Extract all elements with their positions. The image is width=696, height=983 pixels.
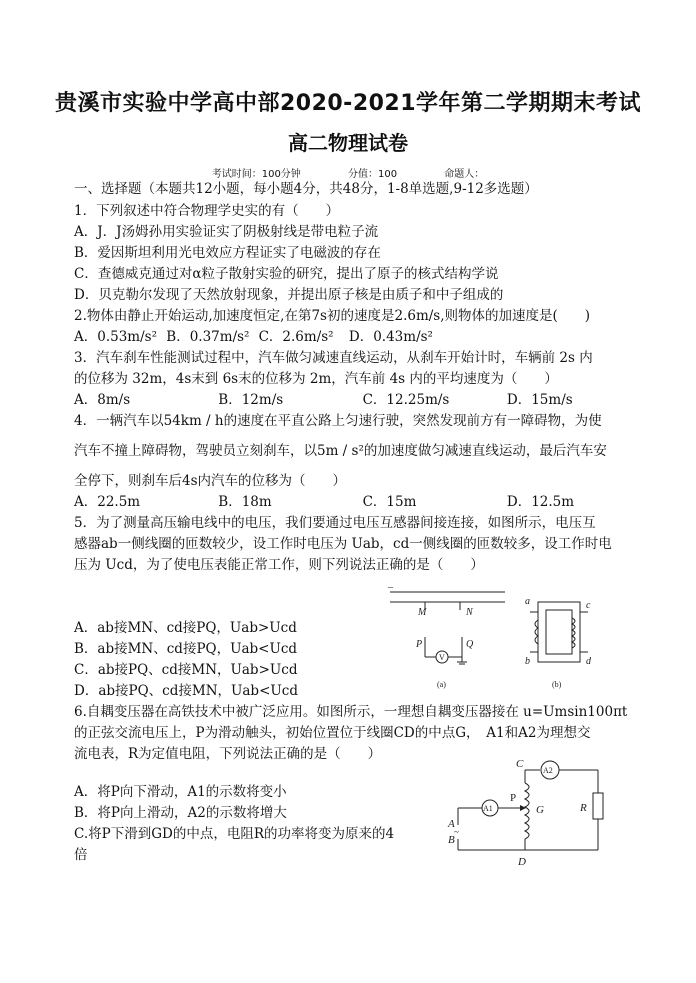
q5-fig-label-m: M xyxy=(418,607,427,618)
q6-option-a: A．将P向下滑动，A1的示数将变小 xyxy=(74,784,287,800)
q6-stem-line3: 流电表，R为定值电阻，下列说法正确的是（ ） xyxy=(74,746,382,762)
exam-score: 分值：100 xyxy=(348,169,398,180)
q6-fig-ammeter-a2: A2 xyxy=(543,766,553,775)
q6-fig-label-a: A xyxy=(448,818,455,830)
q1-stem: 1．下列叙述中符合物理学史实的有（ ） xyxy=(74,203,340,219)
q6-fig-ammeter-a1: A1 xyxy=(483,804,493,813)
q6-fig-label-c: C xyxy=(516,758,524,770)
q4-option-d: D．12.5m xyxy=(506,494,575,510)
q5-fig-label-b: b xyxy=(525,656,530,667)
q6-option-c-line2: 倍 xyxy=(74,847,88,863)
exam-title: 贵溪市实验中学高中部2020-2021学年第二学期期末考试 xyxy=(54,91,642,116)
q6-stem-line2: 的正弦交流电压上，P为滑动触头，初始位置位于线圈CD的中点G， A1和A2为理想交 xyxy=(74,725,591,741)
q5-fig-caption-a: (a) xyxy=(437,680,446,689)
q6-stem-line1: 6.自耦变压器在高铁技术中被广泛应用。如图所示，一理想自耦变压器接在 u=Umsin100πt xyxy=(74,704,628,720)
q3-option-c: C．12.25m/s xyxy=(362,392,450,408)
q4-stem-line3: 全停下，则刹车后4s内汽车的位移为（ ） xyxy=(74,473,347,489)
q2-options xyxy=(74,329,433,346)
q5-transformer-figure xyxy=(380,582,620,692)
q4-stem-line2: 汽车不撞上障碍物，驾驶员立刻刹车，以5m / s²的加速度做匀减速直线运动，最后汽车安 xyxy=(74,443,607,459)
q5-stem-line2: 感器ab一侧线圈的匝数较少，设工作时电压为 Uab，cd一侧线圈的匝数较多，设工作时电 xyxy=(74,536,612,552)
q5-fig-label-d: d xyxy=(586,656,591,667)
q4-option-a: A．22.5m xyxy=(74,494,141,510)
q6-fig-label-g: G xyxy=(536,804,544,816)
q6-fig-label-d: D xyxy=(518,856,526,868)
q5-fig-label-p: P xyxy=(416,639,423,650)
q6-fig-label-r: R xyxy=(580,802,587,814)
exam-author: 命题人： xyxy=(444,169,485,180)
q3-stem-line2: 的位移为 32m，4s末到 6s末的位移为 2m，汽车前 4s 内的平均速度为（ ） xyxy=(74,371,558,387)
q1-option-c: C．查德威克通过对α粒子散射实验的研究，提出了原子的核式结构学说 xyxy=(74,266,499,282)
exam-time: 考试时间：100分钟 xyxy=(211,169,301,180)
q5-fig-caption-b: (b) xyxy=(552,680,562,689)
q5-fig-label-n: N xyxy=(466,607,473,618)
q4-option-b: B．18m xyxy=(218,494,272,510)
q2-option-d: D．0.43m/s² xyxy=(348,329,433,345)
q6-fig-label-b: B xyxy=(448,834,455,846)
q5-fig-label-a: a xyxy=(525,596,530,607)
q5-fig-label-c: c xyxy=(586,600,591,611)
q4-options xyxy=(74,494,574,511)
q6-fig-label-p: P xyxy=(510,792,517,804)
q2-option-c: C．2.6m/s² xyxy=(258,329,334,345)
q3-option-d: D．15m/s xyxy=(506,392,573,408)
q4-option-c: C．15m xyxy=(362,494,417,510)
q3-option-b: B．12m/s xyxy=(218,392,284,408)
q2-stem: 2.物体由静止开始运动,加速度恒定,在第7s初的速度是2.6m/s,则物体的加速度是( ) xyxy=(74,308,591,324)
q1-option-a: A．J．J汤姆孙用实验证实了阴极射线是带电粒子流 xyxy=(74,224,379,240)
q5-fig-voltmeter: V xyxy=(439,653,445,662)
q5-stem-line3: 压为 Ucd，为了使电压表能正常工作，则下列说法正确的是（ ） xyxy=(74,557,484,573)
q1-option-b: B．爱因斯坦利用光电效应方程证实了电磁波的存在 xyxy=(74,245,381,261)
q1-option-d: D．贝克勒尔发现了天然放射现象，并提出原子核是由质子和中子组成的 xyxy=(74,287,504,303)
q4-stem-line1: 4．一辆汽车以54km / h的速度在平直公路上匀速行驶，突然发现前方有一障碍物，为使 xyxy=(74,413,602,429)
q2-option-b: B．0.37m/s² xyxy=(166,329,250,345)
q5-option-b: B．ab接MN、cd接PQ，Uab<Ucd xyxy=(74,641,298,657)
q5-fig-label-q: Q xyxy=(466,639,474,650)
q5-option-a: A．ab接MN、cd接PQ，Uab>Ucd xyxy=(74,620,297,636)
q5-option-c: C．ab接PQ、cd接MN，Uab>Ucd xyxy=(74,662,298,678)
q3-option-a: A．8m/s xyxy=(74,392,131,408)
q2-option-a: A．0.53m/s² xyxy=(74,329,157,345)
q5-fig-minus: – xyxy=(388,582,393,593)
exam-meta xyxy=(0,165,696,180)
q6-autotransformer-figure xyxy=(440,755,620,870)
q3-options xyxy=(74,392,573,409)
exam-subtitle: 高二物理试卷 xyxy=(288,131,408,155)
q5-stem-line1: 5．为了测量高压输电线中的电压，我们要通过电压互感器间接连接，如图所示，电压互 xyxy=(74,515,596,531)
section-heading: 一、选择题（本题共12小题，每小题4分，共48分，1-8单选题,9-12多选题） xyxy=(74,181,538,197)
q6-option-b: B．将P向上滑动，A2的示数将增大 xyxy=(74,805,287,821)
q6-option-c-line1: C.将P下滑到GD的中点，电阻R的功率将变为原来的4 xyxy=(74,826,395,842)
q6-fig-ac-source: ~ xyxy=(454,827,459,837)
q3-stem-line1: 3．汽车刹车性能测试过程中，汽车做匀减速直线运动，从刹车开始计时，车辆前 2s 内 xyxy=(74,350,593,366)
q5-option-d: D．ab接PQ、cd接MN，Uab<Ucd xyxy=(74,683,298,699)
